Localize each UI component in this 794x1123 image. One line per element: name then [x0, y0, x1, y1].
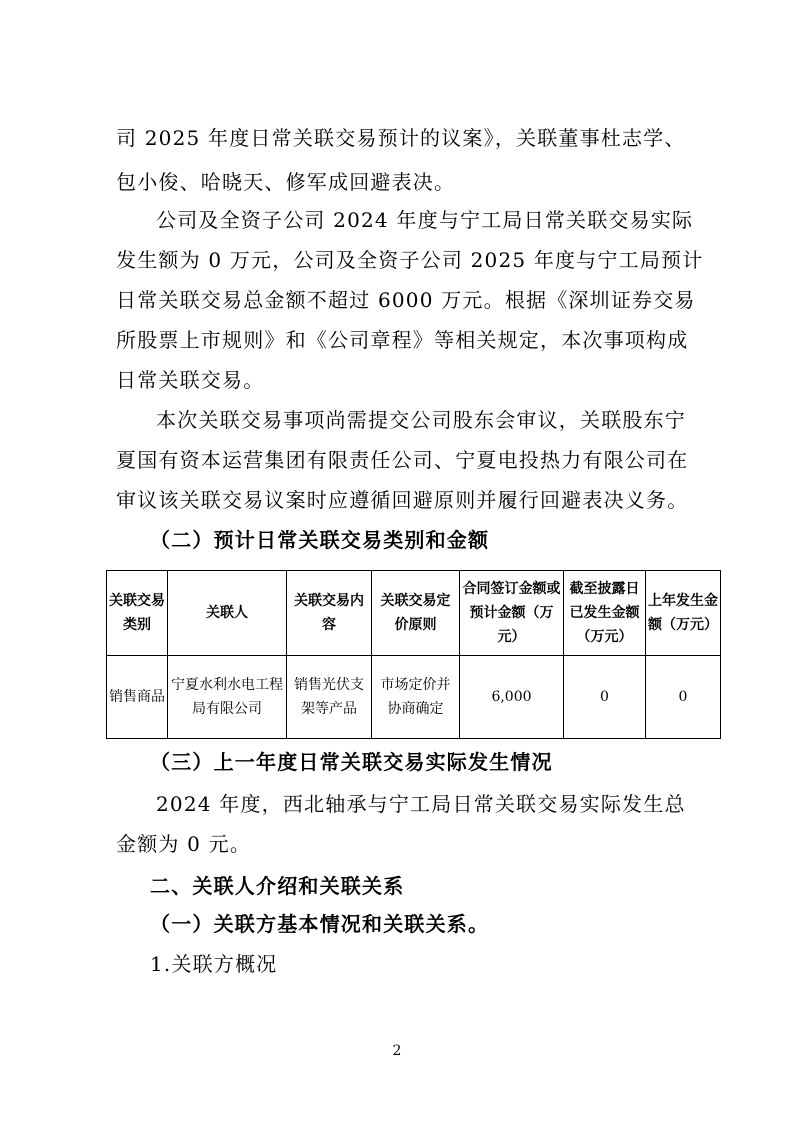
paragraph-line: 司 2025 年度日常关联交易预计的议案》，关联董事杜志学、 [116, 126, 686, 150]
table-header-cell: 合同签订金额或预计金额（万元） [460, 571, 564, 656]
section-heading: （三）上一年度日常关联交易实际发生情况 [150, 750, 553, 774]
subsection-item: 1.关联方概况 [150, 952, 278, 976]
related-transaction-table [106, 570, 721, 739]
paragraph-line: 日常关联交易总金额不超过 6000 万元。根据《深圳证券交易 [116, 288, 696, 312]
paragraph-line: 本次关联交易事项尚需提交公司股东会审议，关联股东宁 [156, 408, 686, 432]
paragraph-line: 2024 年度，西北轴承与宁工局日常关联交易实际发生总 [156, 792, 686, 816]
table-cell: 宁夏水利水电工程局有限公司 [168, 656, 287, 739]
table-header-cell: 关联人 [168, 571, 287, 656]
table-header-row [107, 571, 721, 656]
table-header-cell: 关联交易类别 [107, 571, 168, 656]
section-heading: （二）预计日常关联交易类别和金额 [150, 528, 490, 552]
table-row [107, 656, 721, 739]
page-number: 2 [392, 1043, 402, 1059]
table-cell: 市场定价并协商确定 [372, 656, 460, 739]
table-cell: 销售商品 [107, 656, 168, 739]
paragraph-line: 夏国有资本运营集团有限责任公司、宁夏电投热力有限公司在 [116, 448, 689, 472]
subsection-heading: （一）关联方基本情况和关联关系。 [150, 912, 490, 936]
paragraph-line: 包小俊、哈晓天、修军成回避表决。 [116, 170, 456, 194]
table-header-cell: 关联交易定价原则 [372, 571, 460, 656]
table-cell: 6,000 [460, 656, 564, 739]
paragraph-line: 发生额为 0 万元，公司及全资子公司 2025 年度与宁工局预计 [116, 248, 704, 272]
table-header-cell: 关联交易内容 [287, 571, 372, 656]
table-header-cell: 上年发生金额（万元） [646, 571, 721, 656]
table-header-cell: 截至披露日已发生金额（万元） [564, 571, 646, 656]
paragraph-line: 日常关联交易。 [116, 368, 265, 392]
paragraph-line: 审议该关联交易议案时应遵循回避原则并履行回避表决义务。 [116, 488, 689, 512]
chapter-heading: 二、关联人介绍和关联关系 [150, 874, 405, 898]
paragraph-line: 所股票上市规则》和《公司章程》等相关规定，本次事项构成 [116, 328, 689, 352]
paragraph-line: 公司及全资子公司 2024 年度与宁工局日常关联交易实际 [156, 208, 694, 232]
table-cell: 0 [646, 656, 721, 739]
table-cell: 0 [564, 656, 646, 739]
paragraph-line: 金额为 0 元。 [116, 832, 252, 856]
table-cell: 销售光伏支架等产品 [287, 656, 372, 739]
